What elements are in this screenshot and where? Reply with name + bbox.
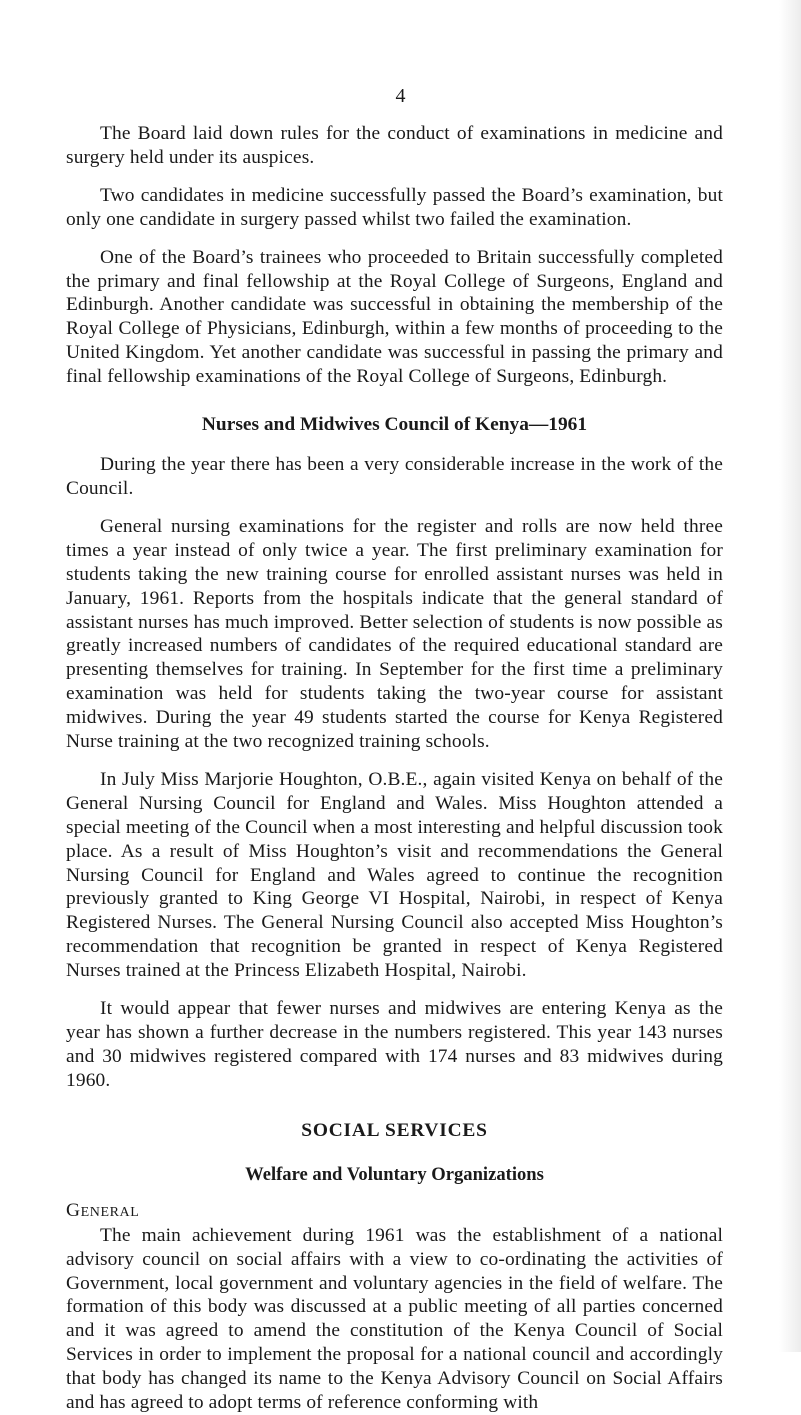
paragraph-trainees: One of the Board’s trainees who proceeded to Britain successfully completed the primary and final fellowship at the Royal College of Surgeons, England and Edinburgh. Another candidate was successful in obtaining the membership of the Royal College of Physicians, Edinburgh, within a few months of proceeding to the United Kingdom. Yet another candidate was successful in passing the primary and final fellowship examinations of the Royal College of Surgeons, Edinburgh.: [66, 246, 723, 388]
page-edge-shadow: [779, 0, 801, 1352]
paragraph-houghton-visit: In July Miss Marjorie Houghton, O.B.E., again visited Kenya on behalf of the General Nursing Council for England and Wales. Miss Houghton attended a special meeting of the Council when a most interesting and helpful discussion took place. As a result of Miss Houghton’s visit and recommendations the General Nursing Council for England and Wales agreed to continue the recognition previously granted to King George VI Hospital, Nairobi, in respect of Kenya Registered Nurses. The General Nursing Council also accepted Miss Houghton’s recommendation that recognition be granted in respect of Kenya Registered Nurses trained at the Princess Elizabeth Hospital, Nairobi.: [66, 768, 723, 982]
paragraph-council-work: During the year there has been a very considerable increase in the work of the Council.: [66, 454, 723, 499]
social-services-heading: SOCIAL SERVICES: [301, 1119, 488, 1141]
general-side-heading: General: [66, 1199, 140, 1221]
page-number: 4: [395, 85, 406, 107]
paragraph-registrations: It would appear that fewer nurses and midwives are entering Kenya as the year has shown a further decrease in the numbers registered. This year 143 nurses and 30 midwives registered compared with 174 nurses and 83 midwives during 1960.: [66, 998, 723, 1091]
paragraph-board-rules: The Board laid down rules for the conduct of examinations in medicine and surgery held under its auspices.: [66, 123, 723, 168]
paragraph-candidates: Two candidates in medicine successfully passed the Board’s examination, but only one candidate in surgery passed whilst two failed the examination.: [66, 184, 723, 230]
paragraph-advisory-council: The main achievement during 1961 was the establishment of a national advisory council on social affairs with a view to co-ordinating the activities of Government, local government and voluntary agencies in the field of welfare. The formation of this body was discussed at a public meeting of all parties concerned and it was agreed to amend the constitution of the Kenya Council of Social Services in order to implement the proposal for a national council and accordingly that body has changed its name to the Kenya Advisory Council on Social Affairs and has agreed to adopt terms of reference conforming with: [66, 1224, 723, 1414]
paragraph-nursing-examinations: General nursing examinations for the register and rolls are now held three times a year instead of only twice a year. The first preliminary examination for students taking the new training course for enrolled assistant nurses was held in January, 1961. Reports from the hospitals indicate that the general standard of assistant nurses has much improved. Better selection of students is now possible as greatly increased numbers of candidates of the required educational standard are presenting themselves for training. In September for the first time a preliminary examination was held for students taking the two-year course for assistant midwives. During the year 49 students started the course for Kenya Registered Nurse training at the two recognized training schools.: [66, 515, 723, 753]
welfare-subheading: Welfare and Voluntary Organizations: [245, 1163, 544, 1185]
nurses-council-heading: Nurses and Midwives Council of Kenya—1961: [201, 414, 588, 436]
body-text: [66, 122, 723, 1415]
